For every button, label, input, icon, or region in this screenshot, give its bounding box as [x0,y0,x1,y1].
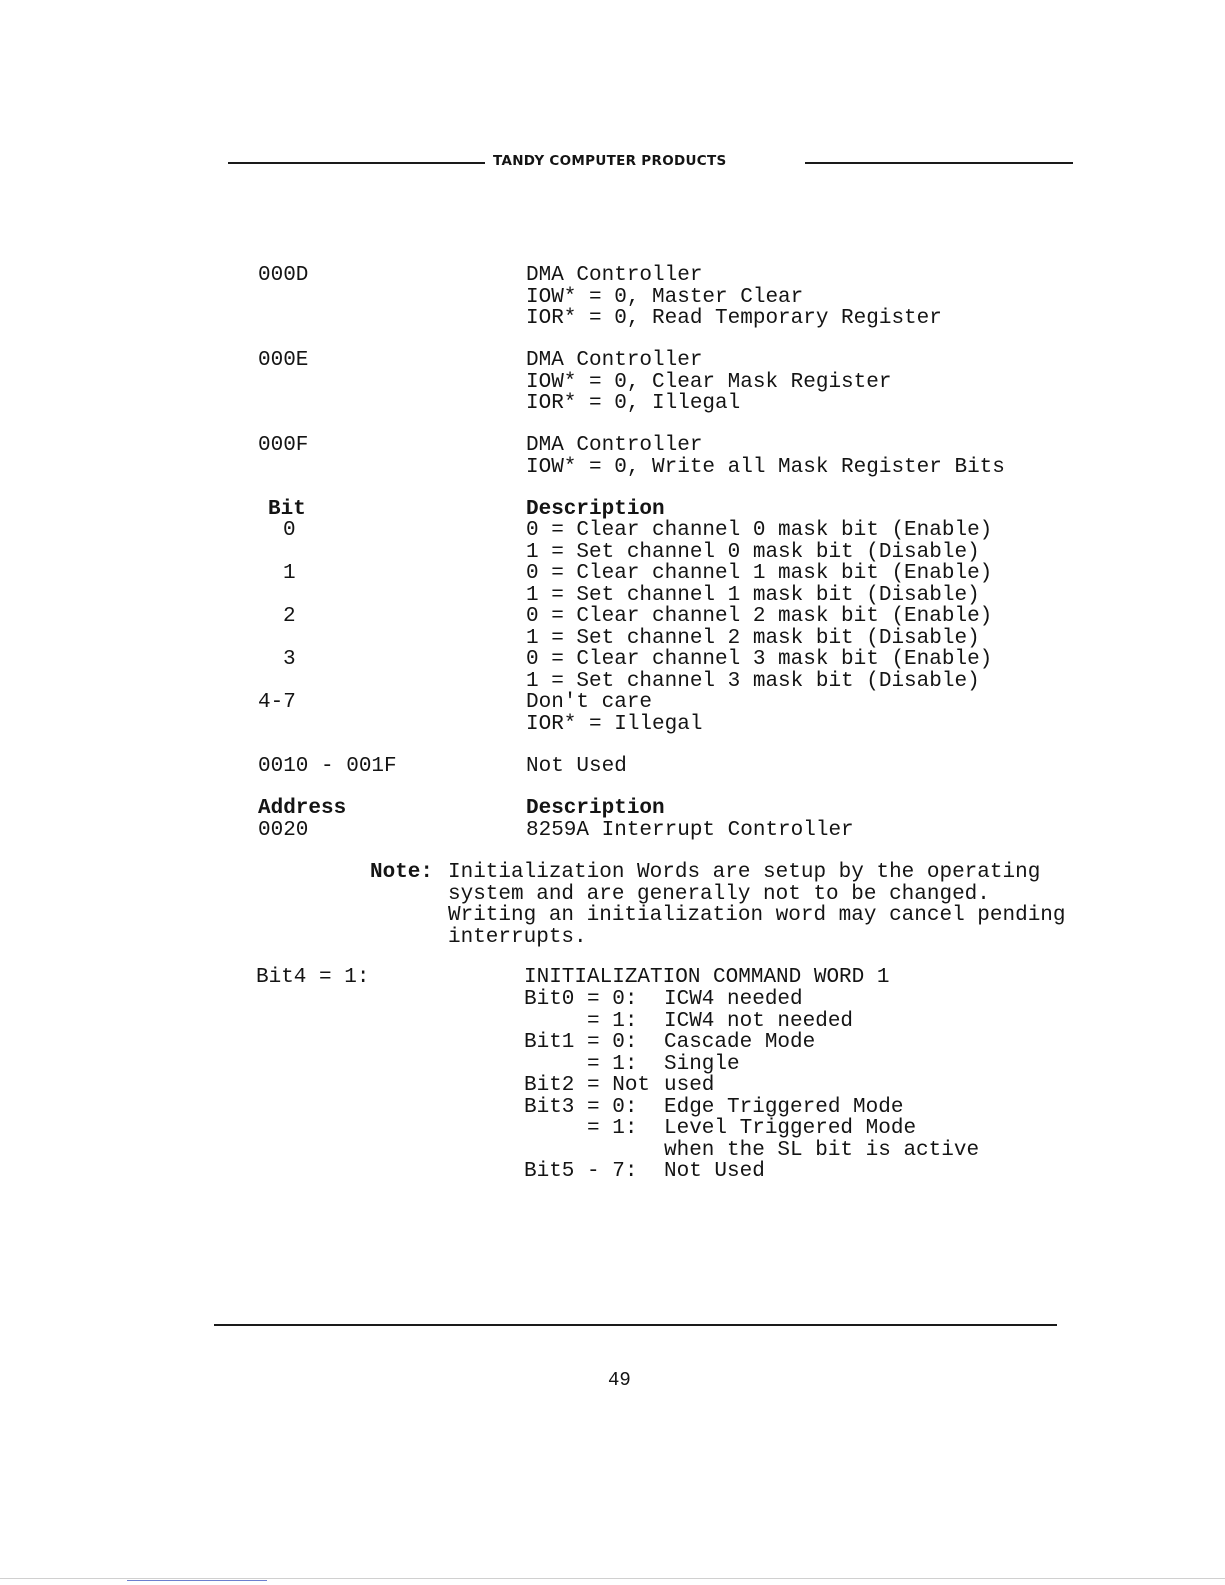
bit4-condition: Bit4 = 1: [256,966,370,989]
scan-edge-mark [127,1580,267,1581]
address-000F: 000F [258,434,309,457]
address-000D: 000D [258,264,309,287]
header-title: TANDY COMPUTER PRODUCTS [493,153,727,169]
header-rule-left [228,162,485,164]
bit-1-description: 0 = Clear channel 1 mask bit (Enable) 1 = Set channel 1 mask bit (Disable) [526,562,993,607]
bit-0-description: 0 = Clear channel 0 mask bit (Enable) 1 = Set channel 0 mask bit (Disable) [526,519,993,564]
icw1-values: ICW4 needed ICW4 not needed Cascade Mode Single used Edge Triggered Mode Level Triggered Mode when the SL bit is active Not Used [664,988,980,1183]
bit-2-description: 0 = Clear channel 2 mask bit (Enable) 1 = Set channel 2 mask bit (Disable) [526,605,993,650]
footer-rule [214,1324,1057,1326]
bit-3-description: 0 = Clear channel 3 mask bit (Enable) 1 = Set channel 3 mask bit (Disable) [526,648,993,693]
bit-2: 2 [283,605,296,628]
icw1-keys: Bit0 = 0: = 1: Bit1 = 0: = 1: Bit2 = Not Bit3 = 0: = 1: Bit5 - 7: [524,988,651,1183]
address-column-header: Address [258,797,347,820]
bit-0: 0 [283,519,296,542]
bit-4-7-description: Don't care IOR* = Illegal [526,691,703,736]
header-rule-right [805,162,1073,164]
bit-4-7: 4-7 [258,691,296,714]
description-column-header-2: Description [526,797,665,820]
page-header [228,150,1073,170]
bit-1: 1 [283,562,296,585]
description-8259a: 8259A Interrupt Controller [526,819,854,842]
bit-3: 3 [283,648,296,671]
address-0020: 0020 [258,819,309,842]
page-number: 49 [608,1369,631,1391]
description-000D: DMA Controller IOW* = 0, Master Clear IOR* = 0, Read Temporary Register [526,264,942,330]
note-text: Initialization Words are setup by the operating system and are generally not to be changed. Writing an initialization word may cancel pending interrupts. [448,861,1066,949]
description-000E: DMA Controller IOW* = 0, Clear Mask Register IOR* = 0, Illegal [526,349,892,415]
bit-column-header: Bit [268,498,306,521]
description-000F: DMA Controller IOW* = 0, Write all Mask Register Bits [526,434,1005,479]
address-0010-001F: 0010 - 001F [258,755,397,778]
note-label: Note: [370,861,434,884]
description-column-header: Description [526,498,665,521]
description-not-used: Not Used [526,755,627,778]
icw1-title: INITIALIZATION COMMAND WORD 1 [524,966,890,989]
address-000E: 000E [258,349,309,372]
ior-illegal: IOR* = Illegal [526,712,703,736]
page-edge-line [0,1578,1225,1579]
